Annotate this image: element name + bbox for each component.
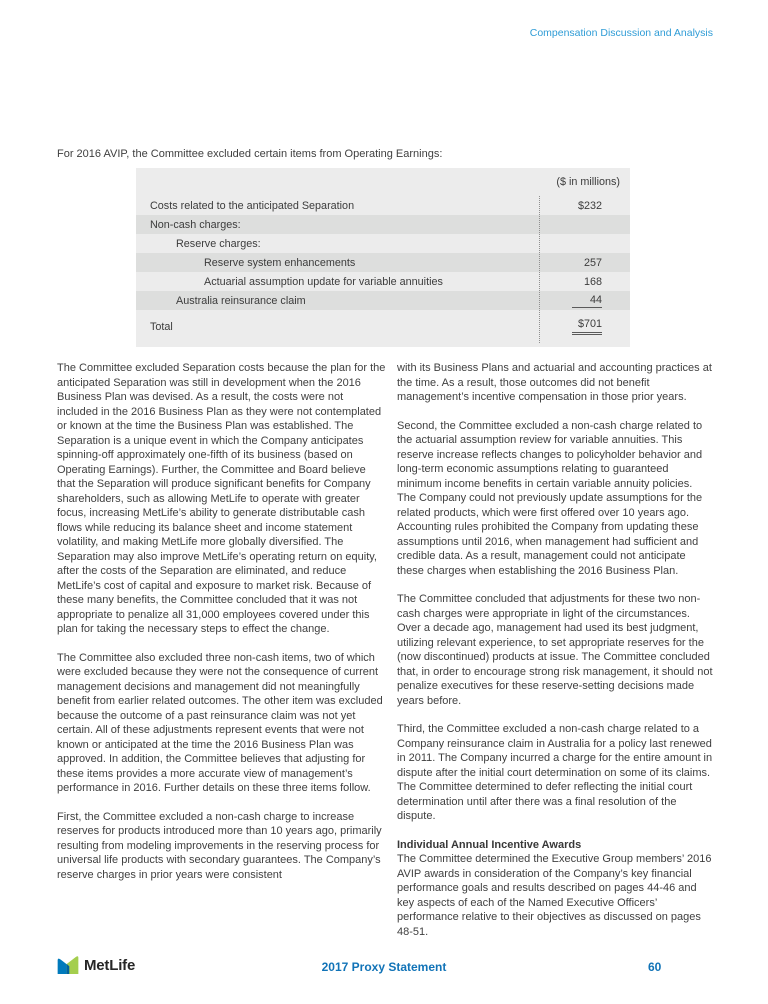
row-value — [539, 318, 630, 335]
footer-document-title: 2017 Proxy Statement — [321, 960, 447, 974]
brand-wordmark: MetLife — [84, 956, 136, 974]
row-label: Total — [150, 320, 173, 333]
row-label: Australia reinsurance claim — [176, 294, 306, 307]
table-row — [136, 291, 630, 310]
intro-text: For 2016 AVIP, the Committee excluded certain items from Operating Earnings: — [57, 148, 443, 160]
paragraph: The Committee also excluded three non-cash items, two of which were excluded because they were not the consequence of current management decisions and management did not meaningfully benefit from earlier related outcomes. The other item was excluded because the outcome of a past reinsurance claim was not yet certain. All of these adjustments represent events that were not known or anticipated at the time the 2016 Business Plan was approved. In addition, the Committee believes that adjusting for these items provides a more accurate view of management’s performance in 2016. Further details on these three items follow. — [57, 651, 383, 794]
paragraph: The Committee determined the Executive Group members’ 2016 AVIP awards in consideration of the Company’s key financial performance goals and results described on pages 44-46 and key aspects of each of the Named Executive Officers’ performance relative to their objectives as discussed on pages 48-51. — [397, 853, 712, 938]
table-body — [136, 196, 630, 347]
row-value: 257 — [583, 256, 602, 269]
subtotal-rule: 44 — [572, 294, 602, 308]
paragraph: with its Business Plans and actuarial and accounting practices at the time. As a result, those outcomes did not benefit management’s incentive compensation in those prior years. — [397, 362, 712, 403]
paragraph: First, the Committee excluded a non-cash charge to increase reserves for products introduced more than 10 years ago, primarily resulting from modeling improvements in the reserving process for universal life products with secondary guarantees. The Company’s reserve charges in prior years were consistent — [57, 810, 382, 881]
table-total-row — [136, 316, 630, 337]
page-footer — [0, 953, 768, 985]
paragraph: Third, the Committee excluded a non-cash charge related to a Company reinsurance claim in Australia for a policy last renewed in 2011. The Company incurred a charge for the entire amount in dispute after the initial court determination on some of its claims. The Committee determined to defer reflecting the initial court determination until after there was a final resolution of the dispute. — [397, 723, 713, 822]
paragraph: The Committee excluded Separation costs because the plan for the anticipated Separation was still in development when the 2016 Business Plan was devised. As a result, the costs were not included in the 2016 Business Plan as they were not contemplated or known at the time the Business Plan was established. The Separation is a unique event in which the Company anticipates spinning-off approximately one-fifth of its business (based on Operating Earnings). Further, the Committee and Board believe that the Separation will produce significant benefits for Company shareholders, such as allowing MetLife to operate with greater focus, increasing MetLife’s ability to generate distributable cash flows while reducing its balance sheet and income statement volatility, and making MetLife more globally diversified. The Separation may also improve MetLife’s operating return on equity, after the costs of the Separation are eliminated, and reduce MetLife’s cost of capital and exposure to market risk. Because of these many benefits, the Committee concluded that it was not appropriate to penalize all 31,000 employees covered under this plan for taking the necessary steps to effect the change. — [57, 362, 386, 635]
table-row — [136, 234, 630, 253]
table-row — [136, 253, 630, 272]
section-heading: Individual Annual Incentive Awards — [397, 838, 582, 851]
row-label: Actuarial assumption update for variable annuities — [204, 275, 443, 288]
row-value: 168 — [583, 275, 602, 288]
paragraph: Second, the Committee excluded a non-cash charge related to the actuarial assumption review for variable annuities. This reserve increase reflects changes to policyholder behavior and long-term economic assumptions relating to guaranteed minimum income benefits in certain variable annuity policies. The Company could not previously update assumptions for the related products, which were first offered over 10 years ago. Accounting rules prohibited the Company from updating these assumptions until 2016, when management had sufficient and credible data. As a result, management could not anticipate these charges when establishing the 2016 Business Plan. — [397, 419, 703, 577]
operating-earnings-exclusions-table — [136, 168, 630, 347]
row-label: Costs related to the anticipated Separation — [150, 199, 355, 212]
table-row — [136, 196, 630, 215]
row-label: Reserve charges: — [176, 237, 261, 250]
paragraph: The Committee concluded that adjustments for these two non-cash charges were appropriate in light of the circumstances. Over a decade ago, management had used its best judgment, utilizing relevant experience, to set appropriate reserves for the (now discontinued) products at issue. The Committee concluded that, in order to encourage strong risk management, it should not penalize executives for these reserve-setting decisions made years before. — [397, 593, 713, 707]
table-unit-note: ($ in millions) — [556, 176, 620, 188]
row-label: Non-cash charges: — [150, 218, 241, 231]
grand-total-rule: $701 — [572, 318, 602, 335]
row-label: Reserve system enhancements — [204, 256, 356, 269]
table-column-divider — [539, 196, 540, 343]
row-value: $232 — [577, 199, 602, 212]
right-column — [397, 361, 713, 953]
table-row — [136, 215, 630, 234]
left-column — [57, 361, 387, 953]
row-value — [539, 294, 630, 308]
running-header: Compensation Discussion and Analysis — [529, 27, 713, 39]
table-row — [136, 272, 630, 291]
body-columns — [57, 361, 713, 953]
page-number: 60 — [648, 960, 662, 974]
